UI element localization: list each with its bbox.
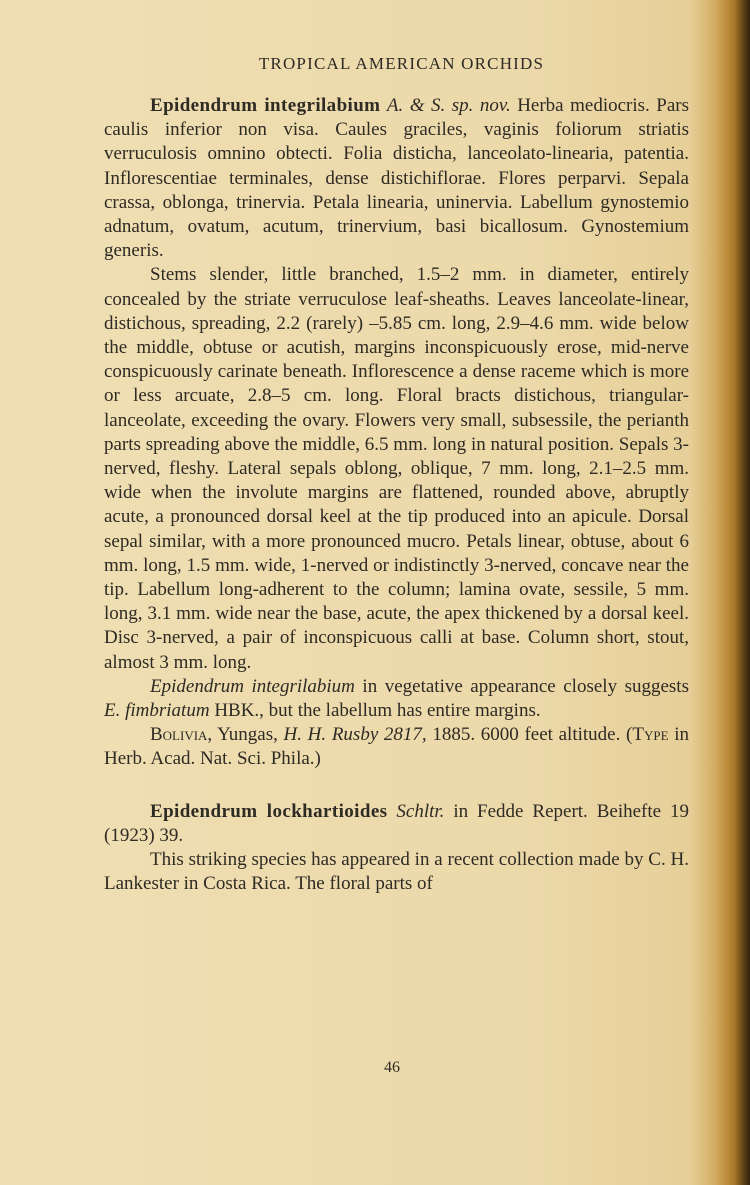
species-entry-integrilabium — [104, 94, 689, 263]
english-description: Stems slender, little branched, 1.5–2 mm. in diameter, entirely concealed by the striate verruculose leaf-sheaths. Leaves lanceolate-linear, distichous, spreading, 2.2 (rarely) –5.85 cm. long, 2.9–4.6 mm. wide below the middle, obtuse or acutish, margins inconspicuously erose, mid-nerve conspicuously carinate beneath. Inflorescence a dense raceme which is more or less arcuate, 2.8–5 cm. long. Floral bracts distichous, triangular-lanceolate, exceeding the ovary. Flowers very small, subsessile, the perianth parts spreading above the middle, 6.5 mm. long in natural position. Sepals 3-nerved, fleshy. Lateral sepals oblong, oblique, 7 mm. long, 2.1–2.5 mm. wide when the involute margins are flattened, rounded above, abruptly acute, a pronounced dorsal keel at the tip produced into an apicule. Dorsal sepal similar, with a more pronounced mucro. Petals linear, obtuse, about 6 mm. long, 1.5 mm. wide, 1-nerved or indistinctly 3-nerved, concave near the tip. Labellum long-adherent to the column; lamina ovate, sessile, 5 mm. long, 3.1 mm. wide near the base, acute, the apex thickened by a dorsal keel. Disc 3-nerved, a pair of inconspicuous calli at base. Column short, stout, almost 3 mm. long. — [104, 264, 689, 673]
type-label: Type — [632, 724, 669, 746]
running-head: TROPICAL AMERICAN ORCHIDS — [258, 54, 545, 73]
page-gutter-shadow — [716, 0, 750, 1185]
herbarium: in Herb. Acad. Nat. Sci. Phila.) — [104, 724, 689, 770]
specimen-citation — [104, 723, 689, 771]
locality: Yungas, — [212, 724, 284, 746]
lockhartioides-text: This striking species has appeared in a recent collection made by C. H. Lankester in Costa Rica. The floral parts of — [104, 849, 689, 895]
note-text-end: HBK., but the labellum has entire margins. — [209, 700, 541, 722]
specimen-details: 1885. 6000 feet altitude. ( — [426, 724, 633, 746]
section-gap — [104, 772, 689, 800]
species-name-2: Epidendrum lockhartioides — [150, 800, 388, 822]
collector: H. H. Rusby 2817, — [283, 724, 427, 746]
species-entry-lockhartioides — [104, 800, 689, 848]
literature-citation: in Fedde Repert. Beihefte 19 (1923) 39. — [104, 800, 689, 846]
country: Bolivia, — [150, 724, 213, 746]
species-name: Epidendrum integrilabium — [150, 95, 381, 116]
page-text — [104, 94, 689, 897]
species-author-2: Schltr. — [396, 800, 445, 822]
compared-species: E. fimbriatum — [104, 700, 210, 722]
note-text: in vegetative appearance closely suggests — [354, 675, 689, 697]
species-author: A. & S. sp. nov. — [386, 95, 511, 116]
note-species-name: Epidendrum integrilabium — [150, 675, 355, 697]
latin-diagnosis: Herba mediocris. Pars caulis inferior non visa. Caules graciles, vaginis foliorum striatis verruculosis omnino obtecti. Folia disticha, lanceolato-linearia, patentia. Inflorescentiae terminales, dense distichiflorae. Flores perparvi. Sepala crassa, oblonga, trinervia. Petala linearia, uninervia. Labellum gynostemio adnatum, ovatum, acutum, trinervium, basi bicallosum. Gynostemium generis. — [104, 95, 690, 262]
page-number: 46 — [384, 1059, 400, 1076]
comparison-note — [104, 675, 689, 723]
